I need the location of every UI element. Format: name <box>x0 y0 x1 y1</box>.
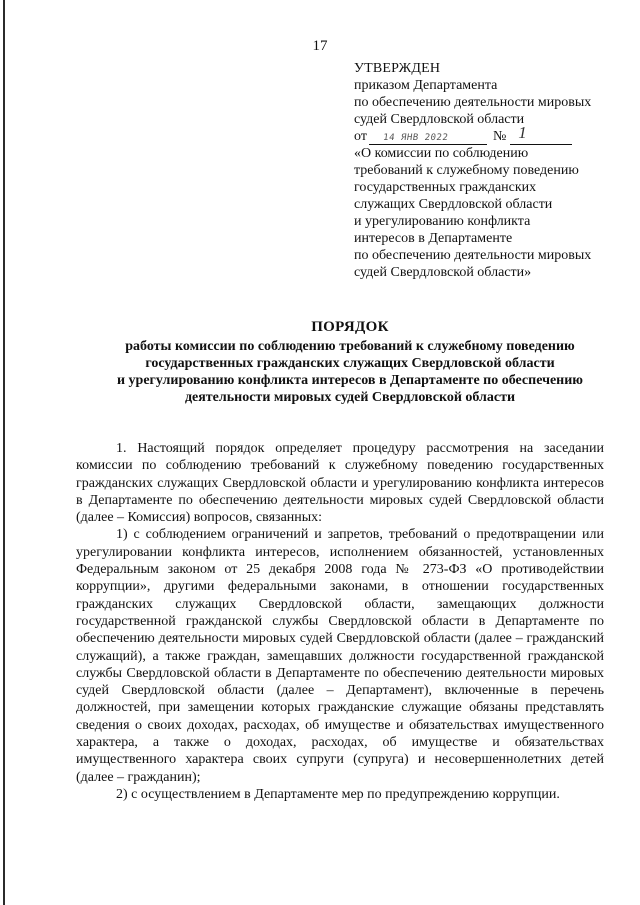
order-date-stamp: 14 ЯНВ 2022 <box>382 133 449 143</box>
order-title-line: «О комиссии по соблюдению <box>354 146 529 161</box>
document-subtitle-line: и урегулированию конфликта интересов в Департаменте по обеспечению <box>116 373 584 388</box>
document-subtitle-line: деятельности мировых судей Свердловской области <box>184 390 516 405</box>
approval-block <box>354 60 624 281</box>
document-subtitle-line: государственных гражданских служащих Свердловской области <box>145 356 555 371</box>
order-number-value: 1 <box>518 123 527 142</box>
document-subtitle-line: работы комиссии по соблюдению требований к служебному поведению <box>125 339 575 354</box>
approved-heading: УТВЕРЖДЕН <box>354 61 441 76</box>
page-number: 17 <box>312 38 328 54</box>
order-title-line: и урегулированию конфликта <box>354 214 531 229</box>
body-paragraph: 1. Настоящий порядок определяет процедуру рассмотрения на заседании комиссии по соблюдению требований к служебному поведению государственных гражданских служащих Свердловской области и урегулированию конфликта интересов в Департаменте по обеспечению деятельности мировых судей Свердловской области (далее – Комиссия) вопросов, связанных: <box>76 441 604 526</box>
order-title-line: по обеспечению деятельности мировых <box>354 248 592 263</box>
order-title-line: служащих Свердловской области <box>354 197 553 212</box>
approval-line: по обеспечению деятельности мировых <box>354 95 592 110</box>
date-prefix: от <box>354 129 367 144</box>
order-date-number-line <box>354 123 624 145</box>
approval-line: приказом Департамента <box>354 78 498 93</box>
document-body <box>76 440 604 803</box>
body-paragraph: 1) с соблюдением ограничений и запретов, требований о предотвращении или урегулировании конфликта интересов, исполнением обязанностей, установленных Федеральным законом от 25 декабря 2008 года № 273-ФЗ «О противодействии коррупции», другими федеральными законами, в отношении государственных гражданских служащих Свердловской области, замещающих должности государственной гражданской службы Свердловской области в Департаменте по обеспечению деятельности мировых судей Свердловской области (далее – гражданский служащий), а также граждан, замещавших должности государственной гражданской службы Свердловской области в Департаменте по обеспечению деятельности мировых судей Свердловской области (далее – Департамент), включенные в перечень должностей, при замещении которых гражданские служащие обязаны представлять сведения о своих доходах, расходах, об имуществе и обязательствах имущественного характера, а также о доходах, расходах, об имуществе и обязательствах имущественного характера своих супруги (супруга) и несовершеннолетних детей (далее – гражданин); <box>76 527 604 785</box>
order-date-field <box>369 130 487 145</box>
order-title-line: государственных гражданских <box>354 180 537 195</box>
order-title-line: интересов в Департаменте <box>354 231 513 246</box>
order-number-field <box>510 123 572 145</box>
document-title: ПОРЯДОК <box>311 319 389 335</box>
approval-line: судей Свердловской области <box>354 112 525 127</box>
page-left-edge <box>3 0 5 905</box>
body-paragraph: 2) с осуществлением в Департаменте мер по предупреждению коррупции. <box>116 786 560 802</box>
document-title-block <box>60 316 640 406</box>
order-title-line: требований к служебному поведению <box>354 163 579 178</box>
order-title-line: судей Свердловской области» <box>354 265 532 280</box>
number-prefix: № <box>492 129 507 144</box>
